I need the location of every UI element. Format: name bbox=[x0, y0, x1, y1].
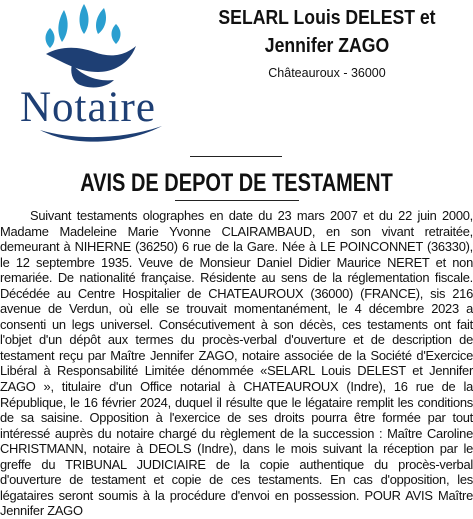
notice-title: AVIS DE DEPOT DE TESTAMENT bbox=[80, 169, 393, 197]
divider bbox=[190, 156, 282, 157]
firm-name-line2: Jennifer ZAGO bbox=[264, 34, 390, 57]
notaire-wordmark: Notaire bbox=[20, 84, 156, 131]
firm-header bbox=[186, 4, 468, 80]
notaire-logo bbox=[12, 2, 182, 147]
notice-body: Suivant testaments olographes en date du 23 mars 2007 et du 22 juin 2000, Madame Madeleine Marie Yvonne CLAIRAMBAUD, en son vivant retraitée, demeurant à NIHERNE (36250) 6 rue de la Gare. Née à LE POINCONNET (36330), le 12 septembre 1935. Veuve de Monsieur Daniel Didier Maurice NERET et non remariée. De nationalité française. Résidente au sens de la réglementation fiscale. Décédée au Centre Hospitalier de CHATEAUROUX (36000) (FRANCE), sis 216 avenue de Verdun, où elle se trouvait momentanément, le 4 décembre 2023 a consenti un legs universel. Consécutivement à son décès, ces testaments ont fait l'objet d'un dépôt aux termes du procès-verbal d'ouverture et de description de testament reçu par Maître Jennifer ZAGO, notaire associée de la Société d'Exercice Libéral à Responsabilité Limitée dénommée «SELARL Louis DELEST et Jennifer ZAGO », titulaire d'un Office notarial à CHATEAUROUX (Indre), 16 rue de la République, le 16 février 2024, duquel il résulte que le légataire remplit les conditions de sa saisine. Opposition à l'exercice de ses droits pourra être formée par tout intéressé auprès du notaire chargé du règlement de la succession : Maître Caroline CHRISTMANN, notaire à DEOLS (Indre), dans le mois suivant la réception par le greffe du TRIBUNAL JUDICIAIRE de la copie authentique du procès-verbal d'ouverture de testament et copie de ces testaments. En cas d'opposition, les légataires seront soumis à la procédure d'envoi en possession. POUR AVIS Maître Jennifer ZAGO bbox=[0, 208, 473, 519]
firm-name-line1: SELARL Louis DELEST et bbox=[218, 6, 436, 29]
title-underline bbox=[175, 200, 299, 201]
firm-city: Châteauroux - 36000 bbox=[268, 66, 386, 80]
